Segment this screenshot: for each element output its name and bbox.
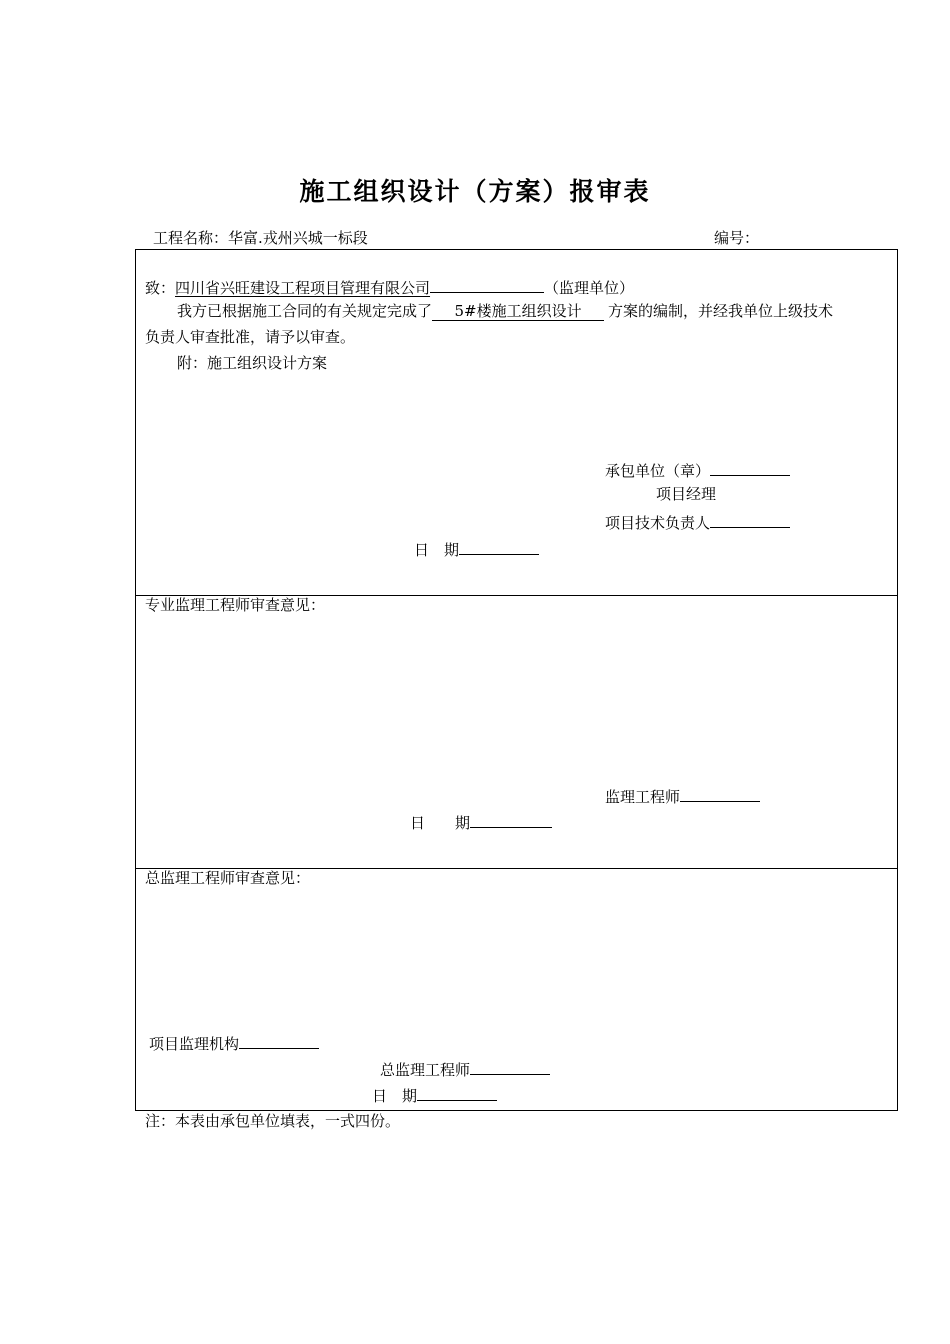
plan-name-field[interactable]: 5#楼施工组织设计 xyxy=(432,304,604,321)
addressee-line xyxy=(145,278,634,296)
attachment-line: 附：施工组织设计方案 xyxy=(177,354,328,372)
section1-date-line xyxy=(414,540,539,558)
project-name-value: 华富.戎州兴城一标段 xyxy=(228,229,368,247)
tech-lead-line xyxy=(605,513,790,531)
date-blank[interactable] xyxy=(459,540,539,555)
contractor-label: 承包单位（章） xyxy=(605,462,711,480)
date-blank[interactable] xyxy=(417,1086,497,1101)
addressee-blank[interactable] xyxy=(430,278,544,293)
date-blank[interactable] xyxy=(470,813,552,828)
chief-engineer-line xyxy=(380,1060,550,1078)
body-line-1 xyxy=(177,304,833,321)
review-form-table xyxy=(135,249,898,1111)
tech-lead-label: 项目技术负责人 xyxy=(605,514,711,532)
supervising-engineer-blank[interactable] xyxy=(680,787,760,802)
date-label: 日 期 xyxy=(372,1087,418,1105)
chief-engineer-blank[interactable] xyxy=(470,1060,550,1075)
chief-engineer-label: 总监理工程师 xyxy=(380,1061,471,1079)
contractor-blank[interactable] xyxy=(710,461,790,476)
addressee-suffix: （监理单位） xyxy=(544,279,635,297)
project-name-line xyxy=(153,231,368,246)
date-label: 日 期 xyxy=(414,541,460,559)
number-label: 编号： xyxy=(714,229,760,247)
project-name-label: 工程名称： xyxy=(153,229,229,247)
date-label: 日 期 xyxy=(410,814,471,832)
body-line-2: 负责人审查批准，请予以审查。 xyxy=(145,328,356,346)
document-title: 施工组织设计（方案）报审表 xyxy=(299,177,651,206)
project-manager-label: 项目经理 xyxy=(656,485,717,503)
chief-review-heading: 总监理工程师审查意见： xyxy=(145,869,311,887)
supervision-agency-blank[interactable] xyxy=(239,1034,319,1049)
body-suffix: 方案的编制，并经我单位上级技术 xyxy=(608,302,834,320)
tech-lead-blank[interactable] xyxy=(710,513,790,528)
addressee-label: 致： xyxy=(145,279,176,297)
section2-date-line xyxy=(410,813,552,831)
supervising-engineer-line xyxy=(605,787,760,805)
addressee-unit[interactable]: 四川省兴旺建设工程项目管理有限公司 xyxy=(175,279,431,297)
section3-date-line xyxy=(372,1086,497,1104)
specialist-review-heading: 专业监理工程师审查意见： xyxy=(145,596,326,614)
supervising-engineer-label: 监理工程师 xyxy=(605,788,681,806)
supervision-agency-line xyxy=(149,1034,319,1052)
supervision-agency-label: 项目监理机构 xyxy=(149,1035,240,1053)
body-prefix: 我方已根据施工合同的有关规定完成了 xyxy=(177,302,433,320)
footnote: 注：本表由承包单位填表，一式四份。 xyxy=(145,1112,401,1130)
contractor-line xyxy=(605,461,790,479)
